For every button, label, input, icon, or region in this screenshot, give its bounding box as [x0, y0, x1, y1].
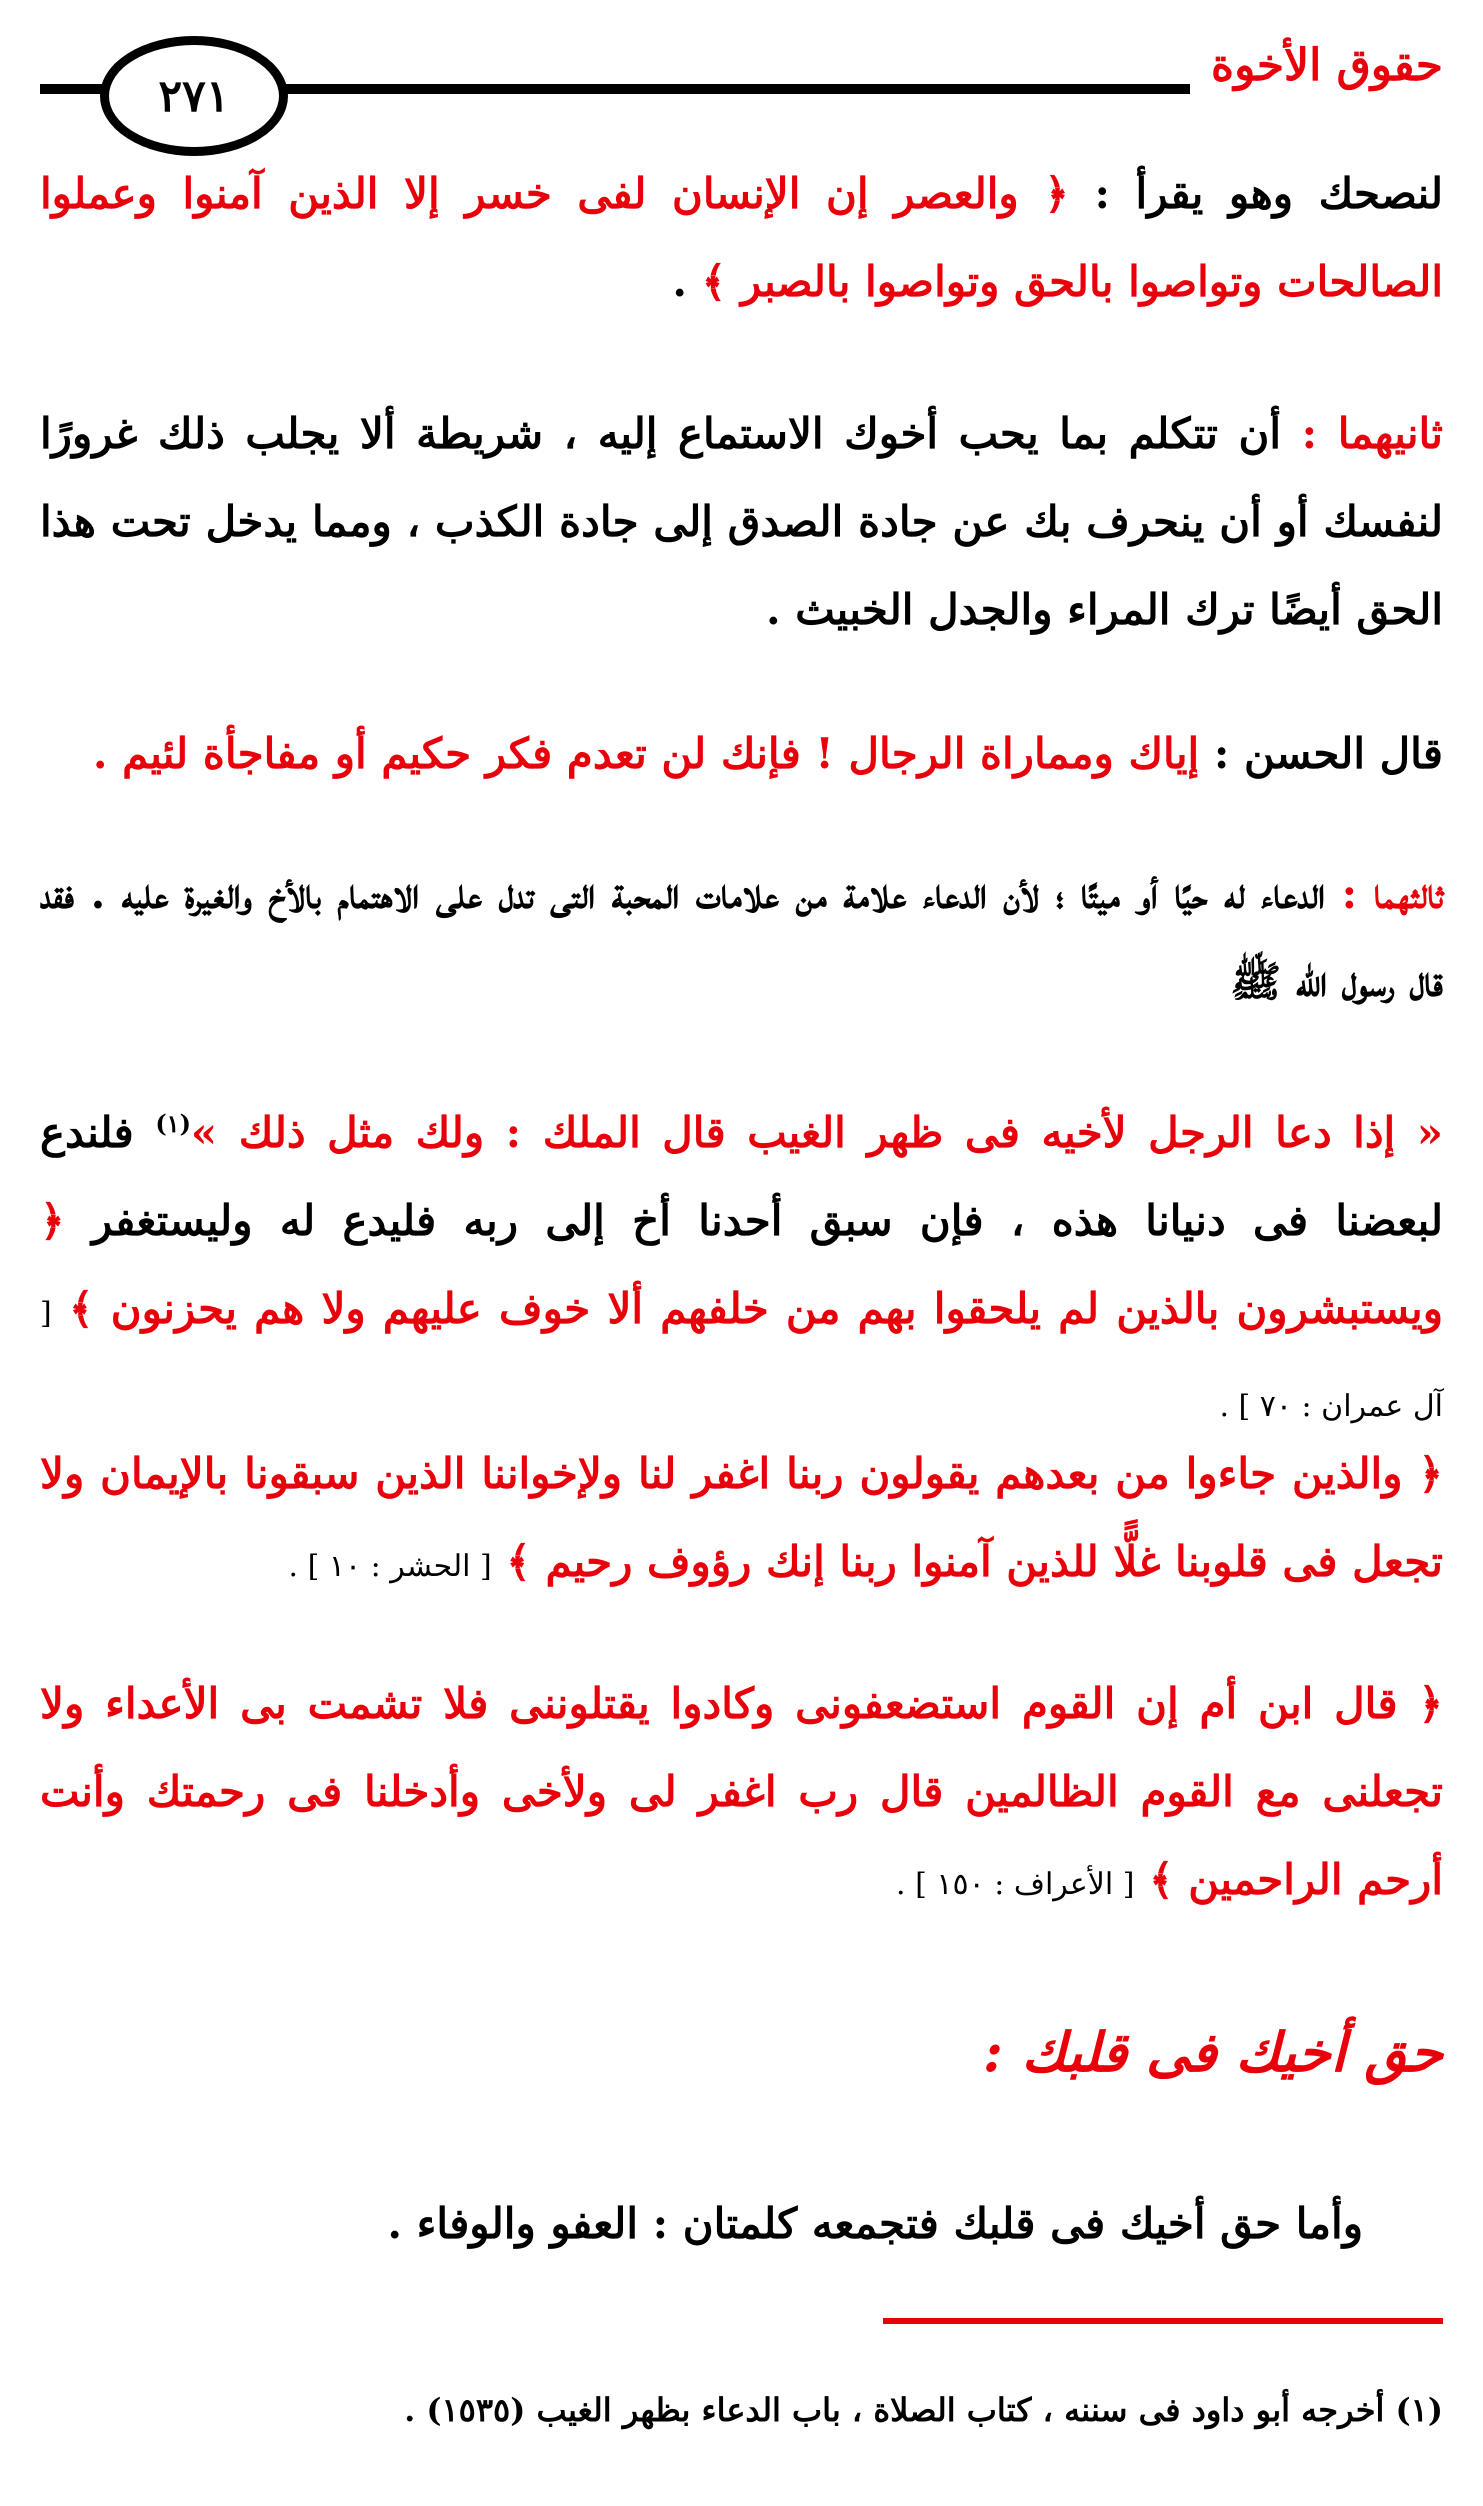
paragraph-7: [40, 1660, 1443, 1929]
paragraph-1: [40, 150, 1443, 326]
paragraph-7-reference: [ الأعراف : ١٥٠ ] .: [896, 1867, 1135, 1902]
paragraph-5-verse: ﴿ ويستبشرون بالذين لم يلحقوا بهم من خلفهم ألا خوف عليهم ولا هم يحزنون ﴾: [40, 1196, 1444, 1333]
hadith-quote: « إذا دعا الرجل لأخيه فى ظهر الغيب قال الملك : ولك مثل ذلك »: [190, 1108, 1444, 1157]
paragraph-2-text: أن تتكلم بما يحب أخوك الاستماع إليه ، شريطة ألا يجلب ذلك غرورًا لنفسك أو أن ينحرف بك عن جادة الصدق إلى جادة الكذب ، ومما يدخل تحت هذا الحق أيضًا ترك المراء والجدل الخبيث .: [40, 409, 1443, 634]
paragraph-1-verse: ﴿ والعصر إن الإنسان لفى خسر إلا الذين آمنوا وعملوا الصالحات وتواصوا بالحق وتواصوا بالصبر ﴾: [40, 169, 1443, 306]
paragraph-7-verse: ﴿ قال ابن أم إن القوم استضعفونى وكادوا يقتلوننى فلا تشمت بى الأعداء ولا تجعلنى مع القوم الظالمين قال رب اغفر لى ولأخى وأدخلنا فى رحمتك وأنت أرحم الراحمين ﴾: [40, 1679, 1443, 1904]
paragraph-3-speaker: قال الحسن :: [1213, 729, 1443, 778]
running-title: حقوق الأخوة: [1211, 40, 1443, 91]
paragraph-5-text: فلندع لبعضنا فى دنيانا هذه ، فإن سبق أحدنا أخ إلى ربه فليدع له وليستغفر: [40, 1108, 1443, 1245]
paragraph-1-intro: لنصحك وهو يقرأ :: [1094, 169, 1443, 218]
paragraph-2-label: ثانيهما :: [1301, 409, 1443, 458]
paragraph-4-text: الدعاء له حيًا أو ميتًا ؛ لأن الدعاء علامة من علامات المحبة التى تدل على الاهتمام بالأخ والغيرة عليه . فقد قال رسول الله ﷺ: [40, 869, 1443, 1006]
paragraph-3-quote: إياك ومماراة الرجال ! فإنك لن تعدم فكر حكيم أو مفاجأة لئيم .: [92, 729, 1200, 778]
paragraph-5: [40, 1080, 1443, 1451]
footnote-reference: (١): [155, 1109, 191, 1138]
paragraph-6-verse: ﴿ والذين جاءوا من بعدهم يقولون ربنا اغفر لنا ولإخواننا الذين سبقونا بالإيمان ولا تجعل فى قلوبنا غلًّا للذين آمنوا ربنا إنك رؤوف رحيم ﴾: [40, 1449, 1443, 1586]
paragraph-4-label: ثالثهما :: [1341, 869, 1444, 918]
paragraph-3: [40, 710, 1443, 798]
footnote: (١) أخرجه أبو داود فى سننه ، كتاب الصلاة ، باب الدعاء بظهر الغيب (١٥٣٥) .: [404, 2391, 1443, 2429]
paragraph-6-reference: [ الحشر : ١٠ ] .: [288, 1549, 492, 1584]
footnote-separator: [883, 2318, 1443, 2324]
paragraph-1-end: .: [672, 257, 688, 306]
paragraph-4: [40, 850, 1443, 1026]
paragraph-6: [40, 1430, 1443, 1611]
paragraph-5-reference: [ آل عمران : ٧٠ ] .: [40, 1296, 1443, 1424]
page-number: ٢٧١: [100, 36, 288, 156]
section-heading: حق أخيك فى قلبك :: [982, 2020, 1443, 2084]
paragraph-8: وأما حق أخيك فى قلبك فتجمعه كلمتان : العفو والوفاء .: [387, 2199, 1363, 2248]
paragraph-2: [40, 390, 1443, 654]
